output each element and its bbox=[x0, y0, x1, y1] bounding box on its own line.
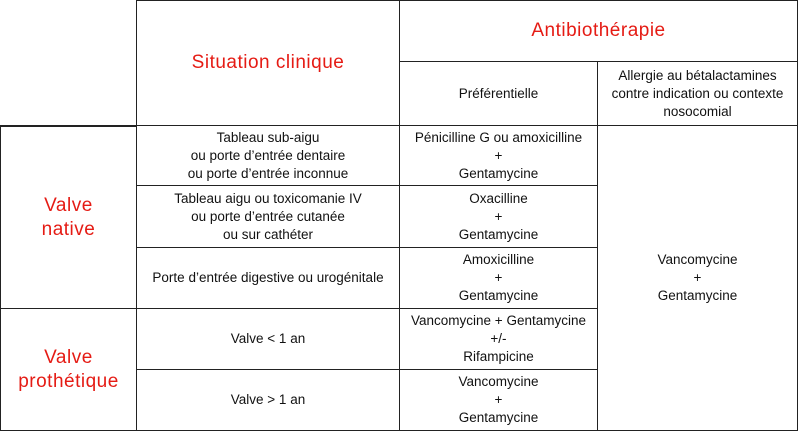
table-row-1-preferentielle bbox=[400, 126, 598, 186]
row-5-pref-line-2: + bbox=[494, 392, 503, 407]
allergie-treatment-cell bbox=[598, 126, 798, 431]
row-3-pref-line-3: Gentamycine bbox=[458, 288, 539, 303]
row-2-pref-line-1: Oxacilline bbox=[469, 190, 528, 206]
group-native-line-1: Valve bbox=[44, 194, 93, 216]
row-5-pref-line-1: Vancomycine bbox=[458, 374, 539, 389]
row-2-pref-line-2: + bbox=[494, 208, 503, 224]
row-4-pref-line-3: Rifampicine bbox=[463, 349, 534, 364]
group-native-line-2: native bbox=[41, 218, 96, 240]
table-row-4-situation bbox=[137, 309, 400, 370]
row-3-situation-line-1: Porte d’entrée digestive ou urogénitale bbox=[152, 270, 384, 285]
row-1-situation-line-2: ou porte d’entrée dentaire bbox=[190, 147, 346, 163]
row-3-pref-line-2: + bbox=[494, 270, 503, 285]
row-2-situation-line-2: ou porte d’entrée cutanée bbox=[191, 208, 345, 224]
allergie-treatment-line-3: Gentamycine bbox=[657, 288, 738, 303]
table-row-1-situation bbox=[137, 126, 400, 186]
header-preferentielle bbox=[400, 62, 598, 126]
row-4-situation-line-1: Valve < 1 an bbox=[230, 331, 306, 346]
table-row-3-preferentielle bbox=[400, 248, 598, 309]
group-valve-prothetique bbox=[0, 309, 137, 431]
allergie-treatment-line-2: + bbox=[693, 270, 702, 285]
row-2-pref-line-3: Gentamycine bbox=[458, 226, 539, 242]
group-prothetique-line-2: prothétique bbox=[18, 370, 119, 392]
header-allergie-line-1: Allergie au bétalactamines bbox=[618, 67, 777, 83]
row-5-pref-line-3: Gentamycine bbox=[458, 410, 539, 425]
row-5-situation-line-1: Valve > 1 an bbox=[230, 392, 306, 407]
table-row-4-preferentielle bbox=[400, 309, 598, 370]
header-preferentielle-text: Préférentielle bbox=[458, 85, 539, 101]
table-row-3-situation bbox=[137, 248, 400, 309]
table-row-2-preferentielle bbox=[400, 186, 598, 248]
header-situation-clinique bbox=[137, 0, 400, 126]
row-1-situation-line-3: ou porte d’entrée inconnue bbox=[187, 165, 349, 181]
table-row-5-situation bbox=[137, 370, 400, 431]
header-situation-text: Situation clinique bbox=[191, 52, 345, 73]
row-3-pref-line-1: Amoxicilline bbox=[462, 252, 535, 267]
empty-corner-cell bbox=[0, 0, 137, 126]
row-1-pref-line-2: + bbox=[494, 147, 503, 163]
group-prothetique-line-1: Valve bbox=[44, 346, 93, 368]
allergie-treatment-line-1: Vancomycine bbox=[657, 252, 738, 267]
header-allergie-line-3: nosocomial bbox=[663, 103, 732, 119]
table-row-5-preferentielle bbox=[400, 370, 598, 431]
header-allergie bbox=[598, 62, 798, 126]
group-valve-native bbox=[0, 126, 137, 309]
table-row-2-situation bbox=[137, 186, 400, 248]
row-2-situation-line-3: ou sur cathéter bbox=[222, 226, 314, 242]
row-4-pref-line-1: Vancomycine + Gentamycine bbox=[411, 313, 586, 328]
header-antibiotherapie-text: Antibiothérapie bbox=[531, 20, 666, 41]
header-antibiotherapie bbox=[400, 0, 798, 62]
row-1-pref-line-3: Gentamycine bbox=[458, 165, 539, 181]
row-1-pref-line-1: Pénicilline G ou amoxicilline bbox=[414, 129, 583, 145]
header-allergie-line-2: contre indication ou contexte bbox=[611, 85, 784, 101]
row-2-situation-line-1: Tableau aigu ou toxicomanie IV bbox=[174, 190, 362, 206]
row-4-pref-line-2: +/- bbox=[490, 331, 507, 346]
row-1-situation-line-1: Tableau sub-aigu bbox=[216, 129, 320, 145]
